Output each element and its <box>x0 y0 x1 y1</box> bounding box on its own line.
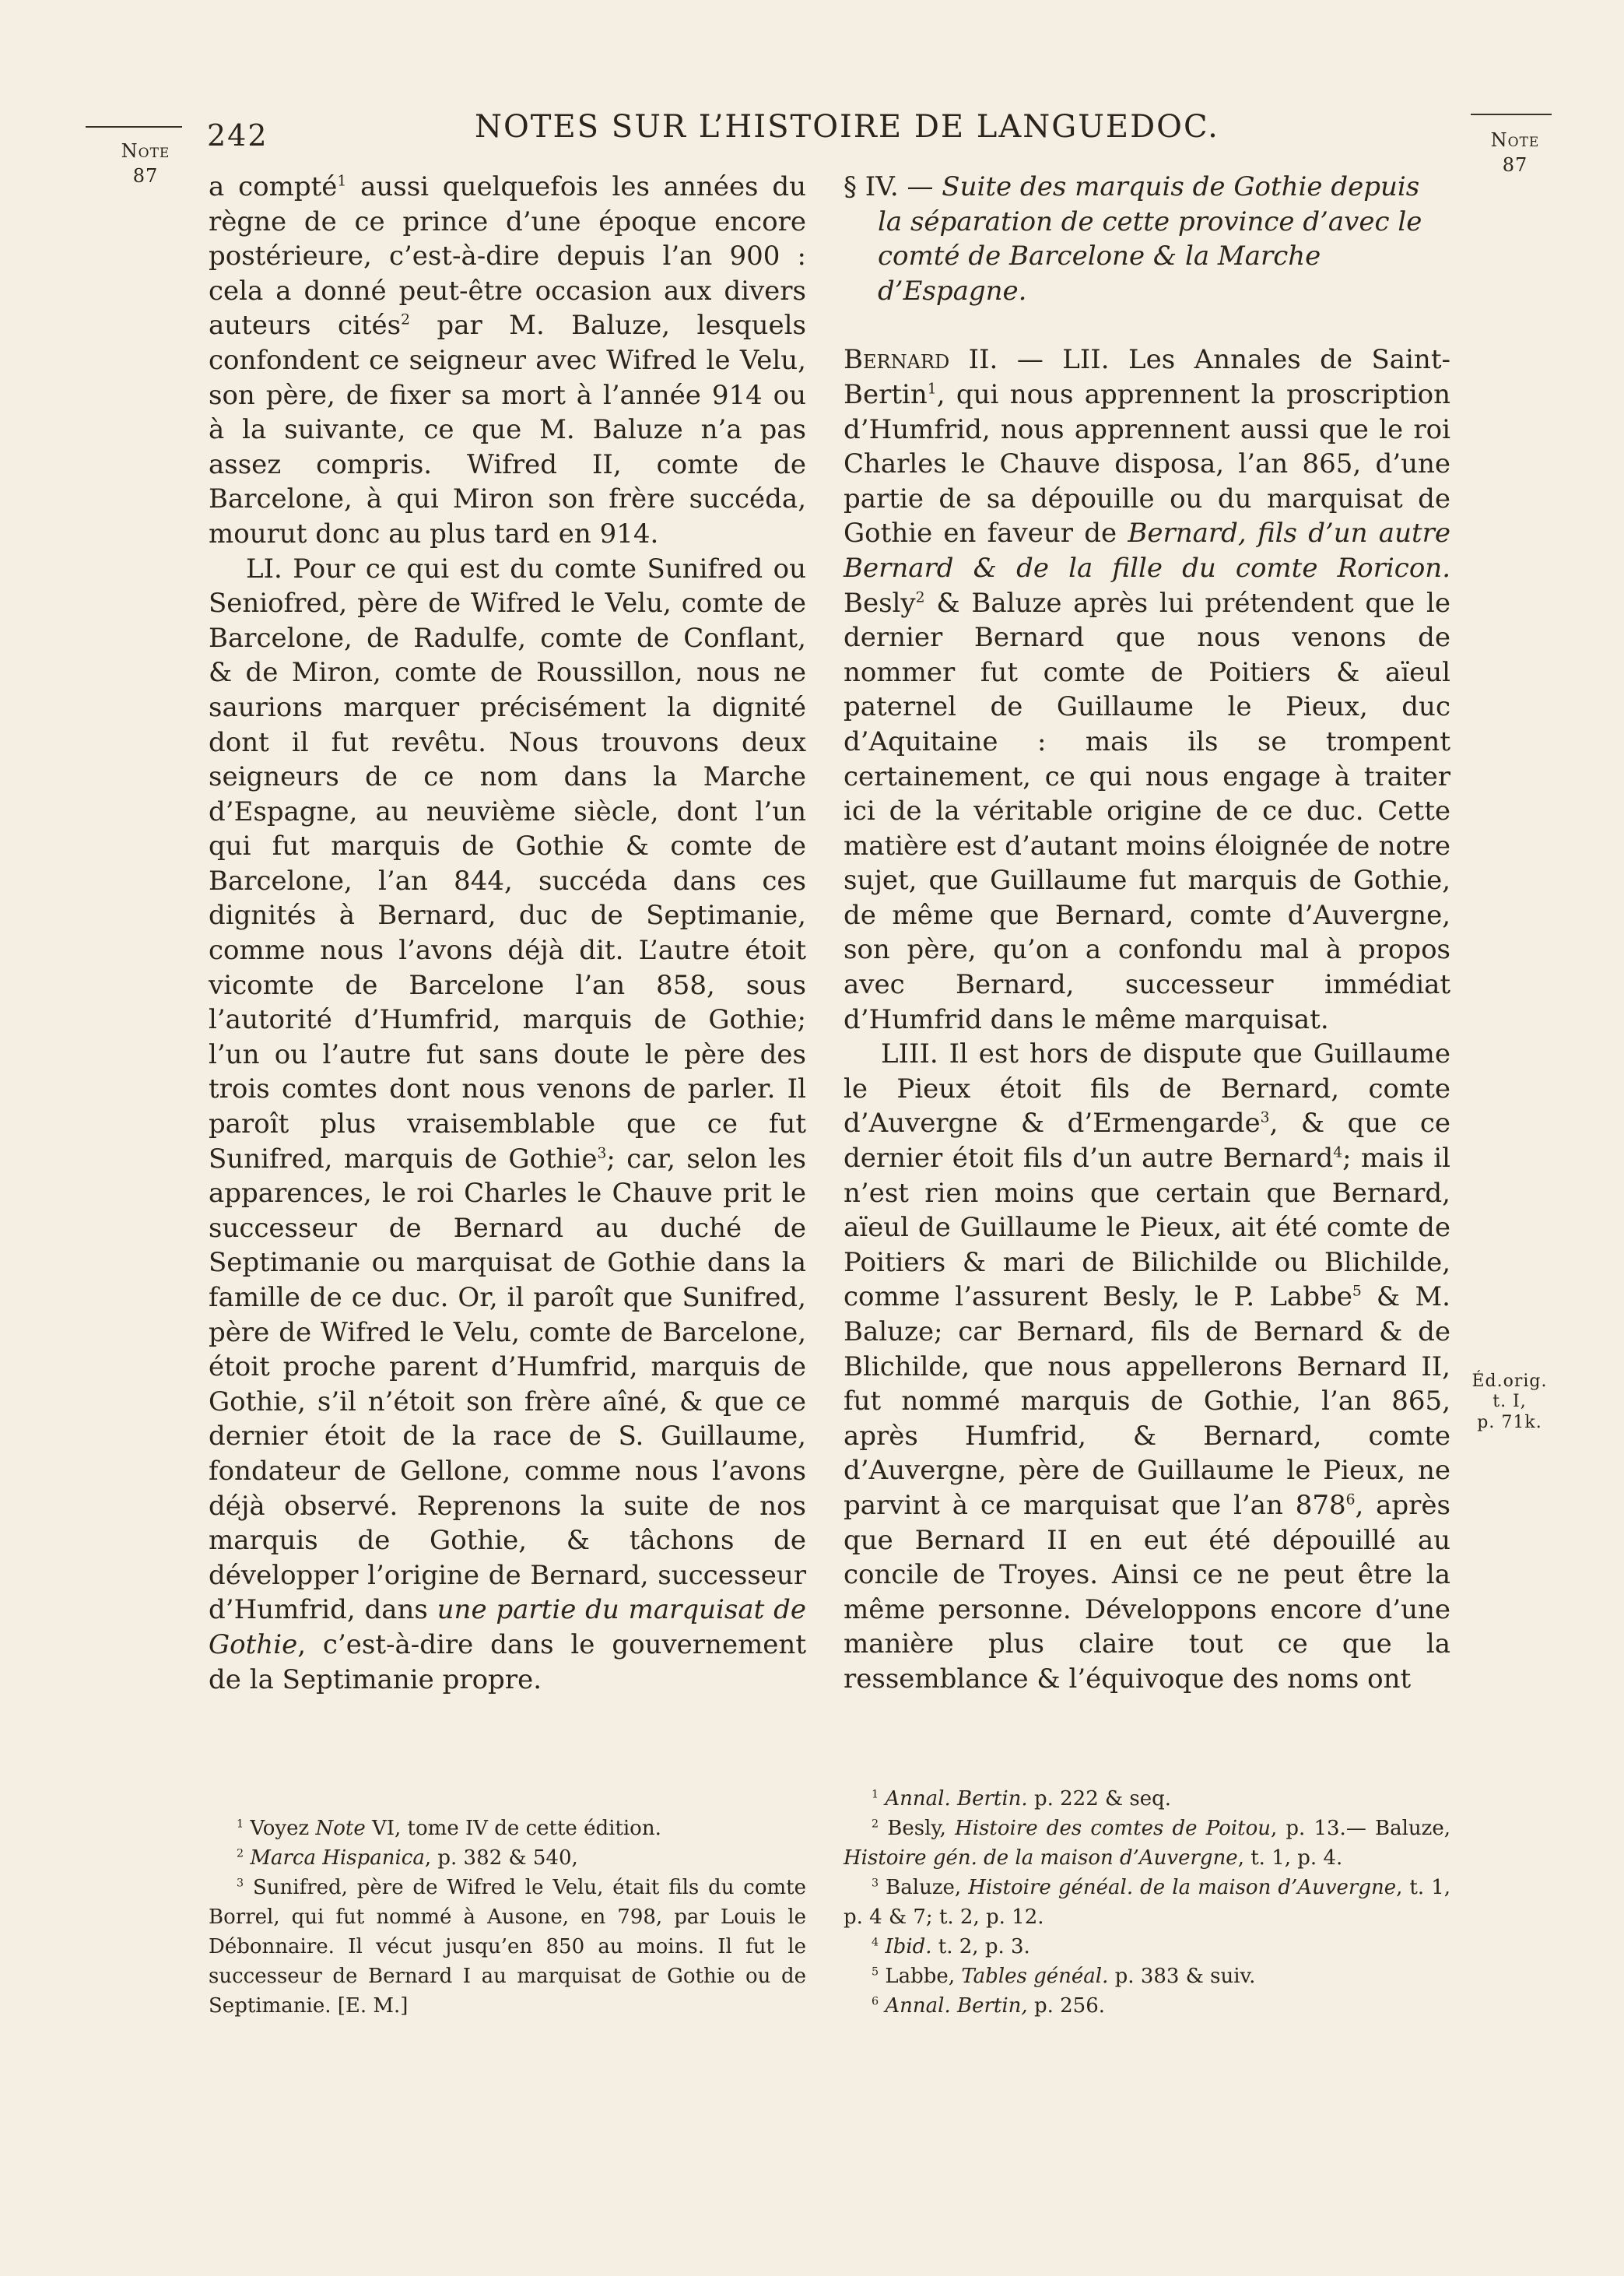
footnote <box>209 1873 806 2021</box>
right-note-marker <box>1480 128 1550 178</box>
right-paragraph-2 <box>844 1037 1450 1696</box>
footnote-ref: 4 <box>1333 1144 1343 1161</box>
text-run: Sunifred, père de Wifred le Velu, était fils du comte Borrel, qui fut nommé à Ausone, en 798, par Louis le Débonnaire. Il vécut jusqu’en 850 au moins. Il fut le successeur de Bernard I au marquisat de Gothie ou de Septimanie. [E. M.] <box>209 1876 806 2018</box>
edition-reference-line-3: p. 71k. <box>1477 1412 1542 1432</box>
text-run: , qui nous apprennent la proscription d’Humfrid, nous apprennent aussi que le roi Charles le Chauve disposa, l’an 865, d’une partie de sa dépouille ou du marquisat de Gothie en faveur de <box>844 378 1450 550</box>
italic-run: Marca Hispanica <box>250 1846 425 1870</box>
footnote-number: 5 <box>872 1965 879 1979</box>
right-column <box>844 170 1450 1697</box>
footnote <box>209 1814 806 1843</box>
page-number: 242 <box>207 118 268 153</box>
footnote <box>844 1991 1450 2021</box>
footnote-number: 3 <box>237 1877 244 1890</box>
footnote-number: 1 <box>872 1788 879 1801</box>
text-run: , après que Bernard II en eut été dépouillé au concile de Troyes. Ainsi ce ne peut être la même personne. Développons encore d’une manière plus claire tout ce que la ressemblance & l’équivoque des noms ont <box>844 1489 1451 1695</box>
italic-run: Note <box>315 1817 366 1840</box>
footnote-ref: 1 <box>927 381 937 398</box>
edition-reference-line-2: t. I, <box>1492 1392 1527 1412</box>
text-run: Baluze, <box>879 1876 969 1899</box>
right-margin-rule <box>1471 114 1552 115</box>
text-run: , c’est-à-dire dans le gouvernement de la Septimanie propre. <box>209 1628 806 1695</box>
text-run: Labbe, <box>879 1965 962 1988</box>
right-note-label: Note <box>1490 129 1540 151</box>
section-heading <box>844 170 1450 308</box>
italic-run: Annal. Bertin. <box>885 1787 1028 1811</box>
footnote-number: 2 <box>872 1818 879 1831</box>
text-run: p. 383 & suiv. <box>1108 1965 1256 1988</box>
italic-run: Annal. Bertin, <box>885 1994 1028 2018</box>
footnote <box>844 1814 1450 1873</box>
right-paragraph-1 <box>844 342 1450 1037</box>
text-run: ; car, selon les apparences, le roi Charles le Chauve prit le successeur de Bernard au duché de Septimanie ou marquisat de Gothie dans la famille de ce duc. Or, il paroît que Sunifred, père de Wifred le Velu, comte de Barcelone, étoit proche parent d’Humfrid, marquis de Gothie, s’il n’étoit son frère aîné, & que ce dernier étoit de la race de S. Guillaume, fondateur de Gellone, comme nous l’avons déjà observé. Reprenons la suite de nos marquis de Gothie, & tâchons de développer l’origine de Bernard, successeur d’Humfrid, dans <box>209 1143 806 1626</box>
italic-run: Histoire des comtes de Poitou <box>955 1817 1271 1840</box>
italic-run: Histoire gén. de la maison d’Auvergne <box>844 1846 1238 1870</box>
text-run: p. 222 & seq. <box>1027 1787 1172 1811</box>
edition-reference-line-1: Éd.orig. <box>1471 1372 1548 1391</box>
right-footnotes <box>844 1784 1450 2021</box>
text-run: & Baluze après lui prétendent que le dernier Bernard que nous venons de nommer fut comte de Poitiers & aïeul paternel de Guillaume le Pieux, duc d’Aquitaine : mais ils se trompent certainement, ce qui nous engage à traiter ici de la véritable origine de ce duc. Cette matière est d’autant moins éloignée de notre sujet, que Guillaume fut marquis de Gothie, de même que Bernard, comte d’Auvergne, son père, qu’on a confondu mal à propos avec Bernard, successeur immédiat d’Humfrid dans le même marquisat. <box>844 587 1450 1035</box>
text-run: a compté <box>209 171 338 202</box>
text-run: VI, tome IV de cette édition. <box>365 1817 661 1840</box>
text-run: , & que ce dernier étoit fils d’un autre Bernard <box>844 1108 1450 1175</box>
footnote-ref: 6 <box>1345 1491 1356 1509</box>
text-run: , p. 13.— Baluze, <box>1270 1817 1450 1840</box>
text-run: LIII. Il est hors de dispute que Guillaume le Pieux étoit fils de Bernard, comte d’Auvergne & d’Ermengarde <box>844 1038 1450 1140</box>
text-run: Besly, <box>879 1817 956 1840</box>
footnote-number: 3 <box>872 1877 879 1890</box>
left-footnotes <box>209 1814 806 2021</box>
small-caps-name: Bernard II. <box>844 344 998 376</box>
left-note-label: Note <box>121 140 170 162</box>
text-run: ; mais il n’est rien moins que certain que Bernard, aïeul de Guillaume le Pieux, ait été comte de Poitiers & mari de Bilichilde ou Blichilde, comme l’assurent Besly, le P. Labbe <box>844 1143 1450 1313</box>
text-run: par M. Baluze, lesquels confondent ce seigneur avec Wifred le Velu, son père, de fixer sa mort à l’année 914 ou à la suivante, ce que M. Baluze n’a pas assez compris. Wifred II, comte de Barcelone, à qui Miron son frère succéda, mourut donc au plus tard en 914. <box>209 310 806 550</box>
text-run: — LII. Les Annales de Saint-Bertin <box>844 344 1450 410</box>
italic-run: Ibid. <box>885 1935 932 1958</box>
footnote-ref: 5 <box>1352 1284 1362 1301</box>
text-run: p. 256. <box>1027 1994 1106 2018</box>
text-run: t. 2, p. 3. <box>931 1935 1030 1958</box>
right-note-number: 87 <box>1502 154 1528 177</box>
text-run: Besly <box>844 587 916 619</box>
footnote <box>844 1784 1450 1814</box>
footnote-ref: 2 <box>915 589 925 606</box>
footnote <box>844 1962 1450 1991</box>
section-title: Suite des marquis de Gothie depuis la séparation de cette province d’avec le comté de Barcelone & la Marche d’Espagne. <box>878 171 1422 307</box>
footnote-number: 1 <box>237 1818 244 1831</box>
footnote-number: 6 <box>872 1995 879 2008</box>
text-run: Voyez <box>244 1817 316 1840</box>
text-run: LI. Pour ce qui est du comte Sunifred ou Seniofred, père de Wifred le Velu, comte de Barcelone, de Radulfe, comte de Conflant, & de Miron, comte de Roussillon, nous ne saurions marquer précisément la dignité dont il fut revêtu. Nous trouvons deux seigneurs de ce nom dans la Marche d’Espagne, au neuvième siècle, dont l’un qui fut marquis de Gothie & comte de Barcelone, l’an 844, succéda dans ces dignités à Bernard, duc de Septimanie, comme nous l’avons déjà dit. L’autre étoit vicomte de Barcelone l’an 858, sous l’autorité d’Humfrid, marquis de Gothie; l’un ou l’autre fut sans doute le père des trois comtes dont nous venons de parler. Il paroît plus vraisemblable que ce fut Sunifred, marquis de Gothie <box>209 553 806 1175</box>
text-run: & M. Baluze; car Bernard, fils de Bernard & de Blichilde, que nous appellerons Bernard II, fut nommé marquis de Gothie, l’an 865, après Humfrid, & Bernard, comte d’Auvergne, père de Guillaume le Pieux, ne parvint à ce marquisat que l’an 878 <box>844 1281 1450 1521</box>
italic-run: Bernard, fils d’un autre Bernard & de la fille du comte Roricon. <box>844 518 1451 584</box>
left-margin-rule <box>86 126 182 128</box>
left-column <box>209 170 806 1697</box>
italic-run: Histoire généal. de la maison d’Auvergne <box>968 1876 1397 1899</box>
italic-run: Tables généal. <box>961 1965 1109 1988</box>
text-run: , t. 1, p. 4 & 7; t. 2, p. 12. <box>844 1876 1451 1929</box>
footnote-ref: 3 <box>597 1145 607 1162</box>
footnote-ref: 2 <box>401 312 411 329</box>
footnote <box>844 1873 1450 1932</box>
text-run: aussi quelquefois les années du règne de ce prince d’une époque encore postérieure, c’est-à-dire depuis l’an 900 : cela a donné peut-être occasion aux divers auteurs cités <box>209 171 806 342</box>
text-run: , t. 1, p. 4. <box>1237 1846 1343 1870</box>
footnote-ref: 1 <box>337 173 347 190</box>
left-note-number: 87 <box>132 165 159 188</box>
footnote <box>209 1843 806 1873</box>
italic-run: une partie du marquisat de Gothie <box>209 1594 806 1660</box>
footnote <box>844 1932 1450 1962</box>
footnote-number: 4 <box>872 1936 879 1949</box>
left-note-marker <box>110 139 181 189</box>
edition-reference <box>1463 1372 1556 1433</box>
footnote-number: 2 <box>237 1847 244 1860</box>
footnote-ref: 3 <box>1260 1110 1270 1127</box>
left-paragraph-1 <box>209 170 806 552</box>
left-paragraph-2 <box>209 552 806 1698</box>
running-title: NOTES SUR L’HISTOIRE DE LANGUEDOC. <box>475 109 1219 145</box>
text-run: , p. 382 & 540, <box>424 1846 578 1870</box>
section-mark: § IV. — <box>844 171 942 202</box>
